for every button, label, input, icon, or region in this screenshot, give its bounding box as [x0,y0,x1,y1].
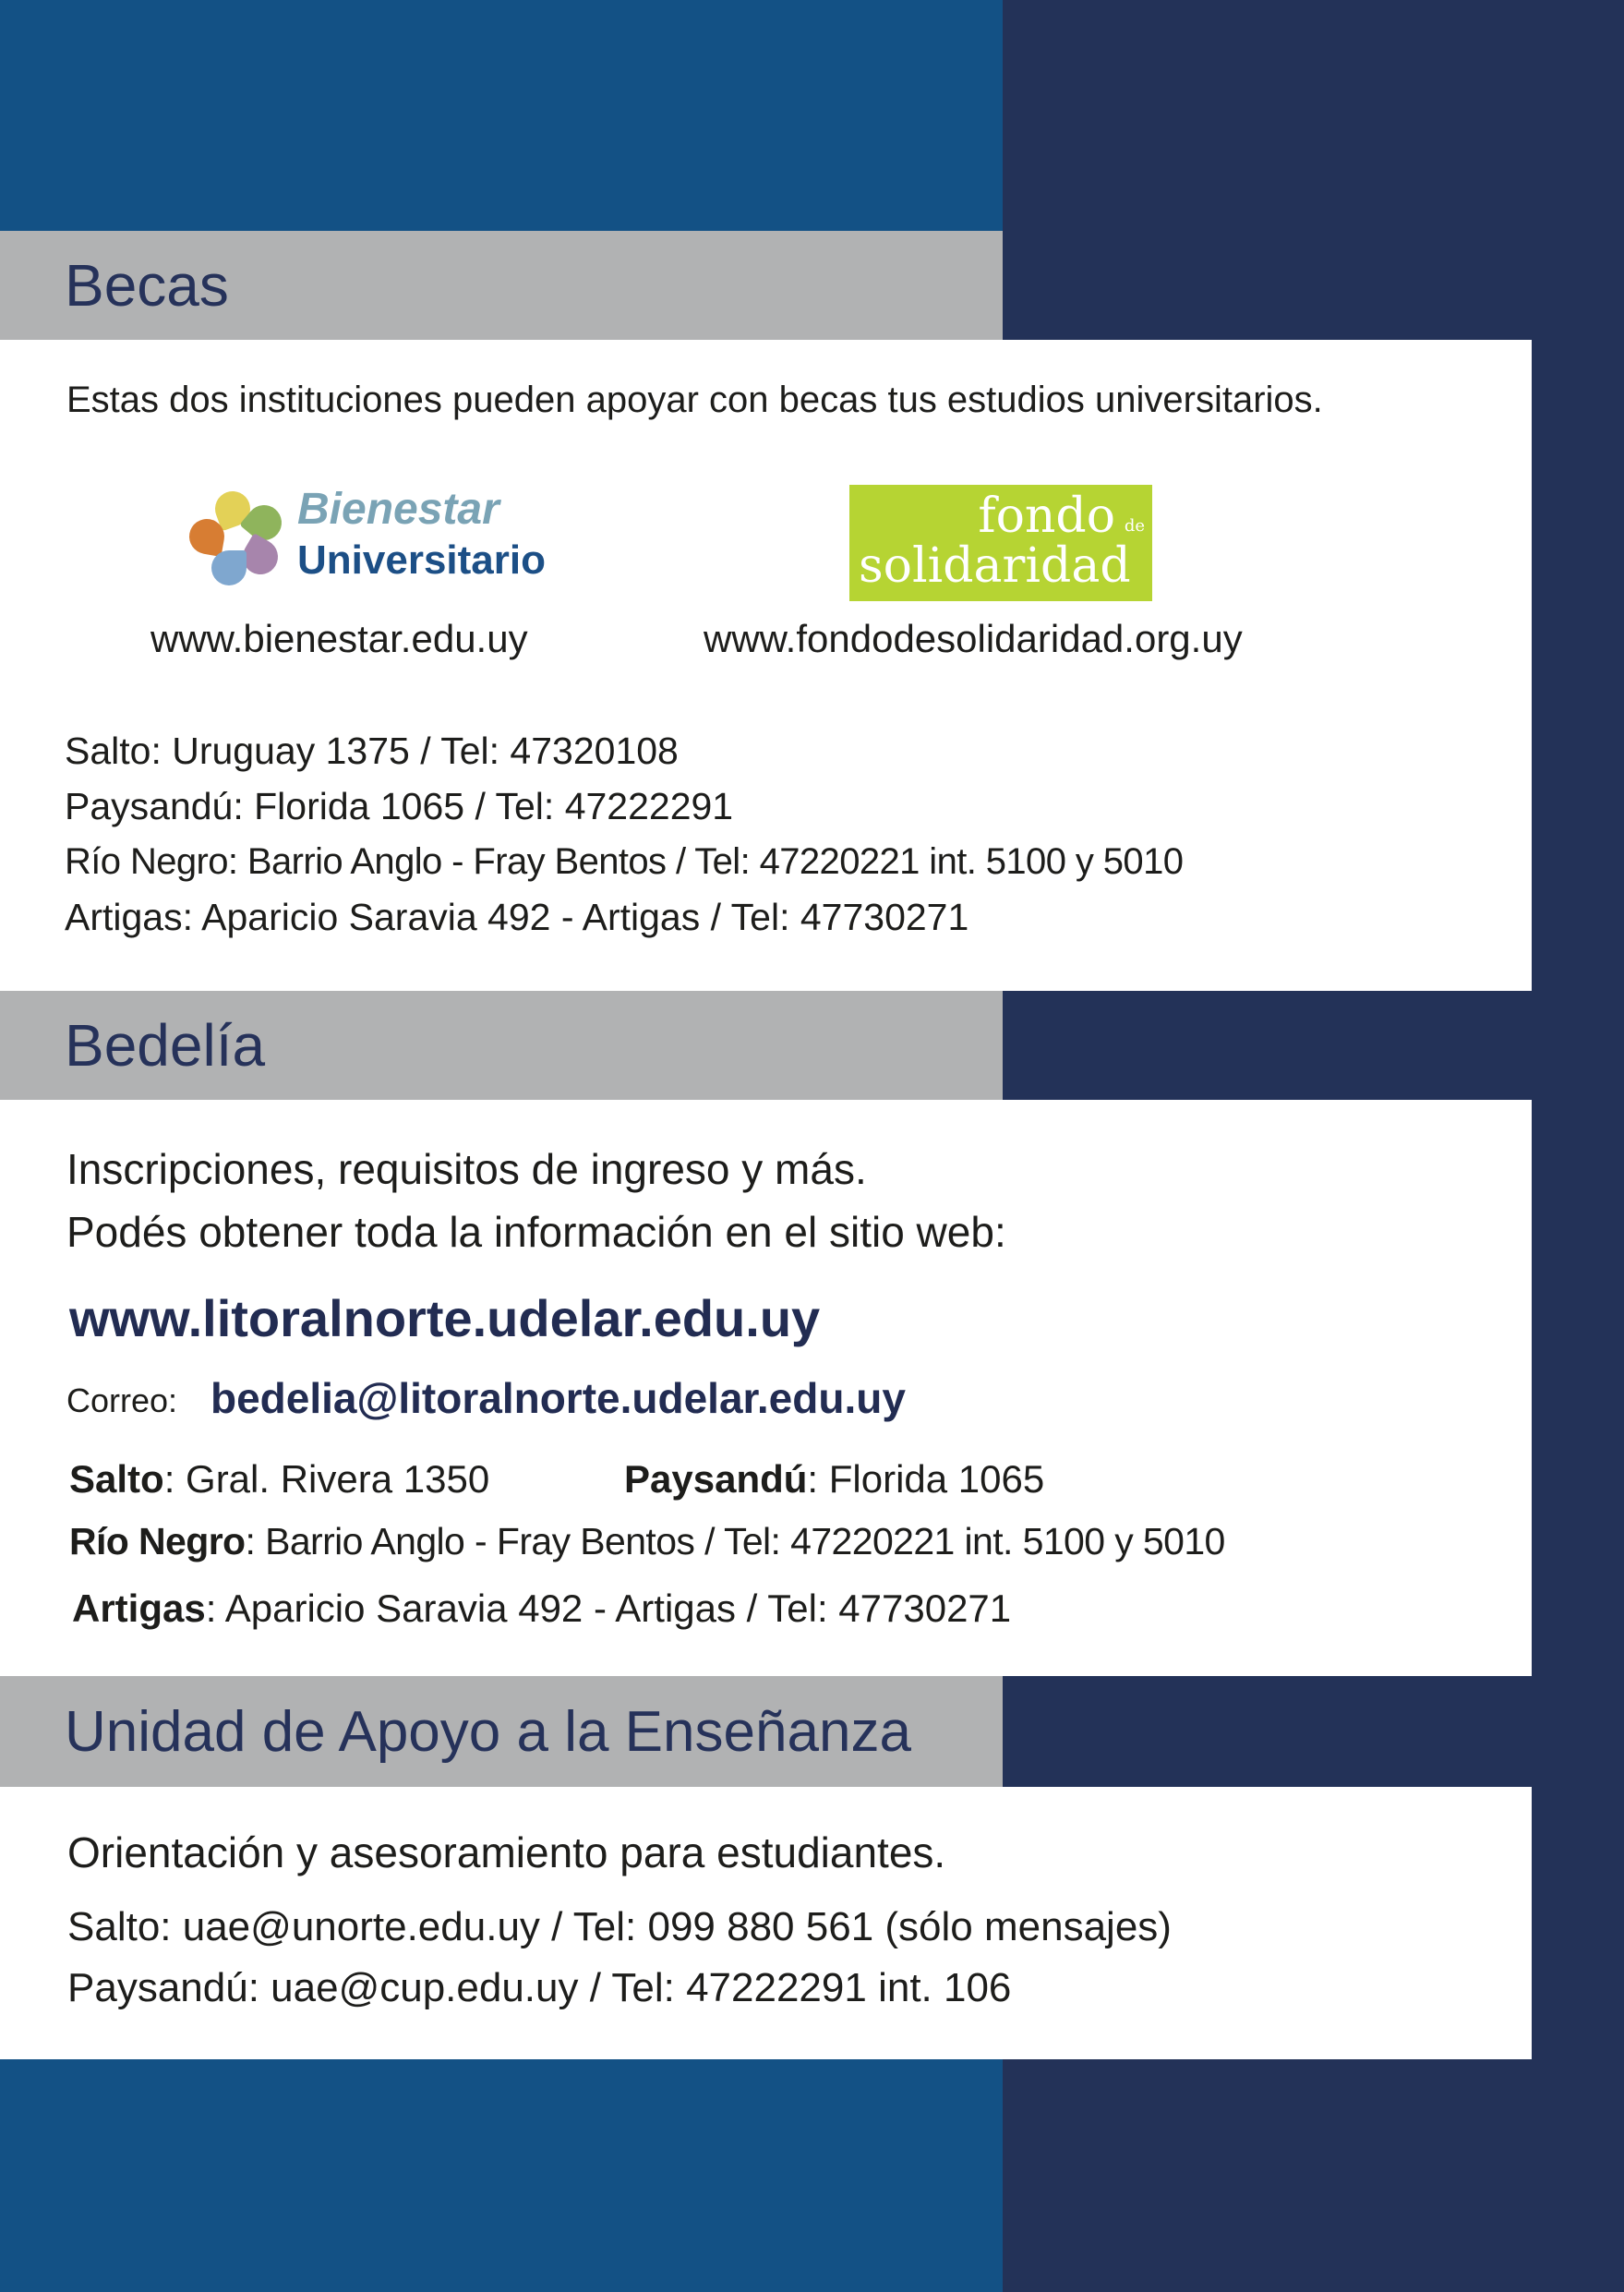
uae-header [0,1676,1003,1787]
uae-title: Unidad de Apoyo a la Enseñanza [65,1699,911,1764]
bienestar-logo-line2: Universitario [297,537,546,583]
bedelia-artigas-value: : Aparicio Saravia 492 - Artigas / Tel: 47730271 [205,1586,1012,1630]
becas-contact-paysandu: Paysandú: Florida 1065 / Tel: 47222291 [65,785,734,827]
fondo-url[interactable]: www.fondodesolidaridad.org.uy [704,617,1243,660]
bedelia-rionegro-line [69,1520,1225,1563]
bedelia-intro-line1: Inscripciones, requisitos de ingreso y más. [66,1145,867,1193]
bedelia-title: Bedelía [65,1012,266,1079]
fondo-solidaridad-logo-icon [849,485,1152,601]
becas-panel [0,340,1532,991]
bedelia-website-link[interactable]: www.litoralnorte.udelar.edu.uy [69,1289,821,1347]
uae-contact-paysandu: Paysandú: uae@cup.edu.uy / Tel: 47222291 int. 106 [67,1965,1012,2010]
bedelia-email-label: Correo: [66,1381,178,1419]
fondo-logo-de: de [1124,516,1145,536]
bedelia-paysandu-value: : Florida 1065 [807,1457,1045,1501]
bedelia-intro-line2: Podés obtener toda la información en el sitio web: [66,1208,1006,1256]
bedelia-paysandu-line [624,1457,1044,1502]
bedelia-header [0,991,1003,1100]
becas-contact-rionegro: Río Negro: Barrio Anglo - Fray Bentos / Tel: 47220221 int. 5100 y 5010 [65,841,1184,882]
bedelia-artigas-line [72,1586,1011,1631]
bienestar-url[interactable]: www.bienestar.edu.uy [150,617,528,660]
becas-header [0,231,1003,340]
bedelia-salto-label: Salto [69,1457,164,1501]
uae-intro: Orientación y asesoramiento para estudiantes. [67,1828,946,1876]
becas-intro: Estas dos instituciones pueden apoyar con becas tus estudios universitarios. [66,380,1323,420]
fondo-logo-line1: fondo [978,489,1115,544]
fondo-logo-line2: solidaridad [859,538,1131,594]
bedelia-artigas-label: Artigas [72,1586,206,1630]
bedelia-rionegro-value: : Barrio Anglo - Fray Bentos / Tel: 47220221 int. 5100 y 5010 [245,1520,1225,1562]
uae-contact-salto: Salto: uae@unorte.edu.uy / Tel: 099 880 561 (sólo mensajes) [67,1904,1172,1949]
bedelia-email-link[interactable]: bedelia@litoralnorte.udelar.edu.uy [211,1374,906,1422]
becas-contact-artigas: Artigas: Aparicio Saravia 492 - Artigas / Tel: 47730271 [65,896,969,938]
becas-title: Becas [65,252,229,319]
becas-contact-salto: Salto: Uruguay 1375 / Tel: 47320108 [65,730,679,772]
bedelia-paysandu-label: Paysandú [624,1457,808,1501]
bienestar-flower-logo-icon [189,491,291,588]
bedelia-salto-line [69,1457,489,1502]
bedelia-salto-value: : Gral. Rivera 1350 [163,1457,490,1501]
bedelia-rionegro-label: Río Negro [69,1520,246,1562]
bienestar-logo-line1: Bienestar [297,485,499,534]
